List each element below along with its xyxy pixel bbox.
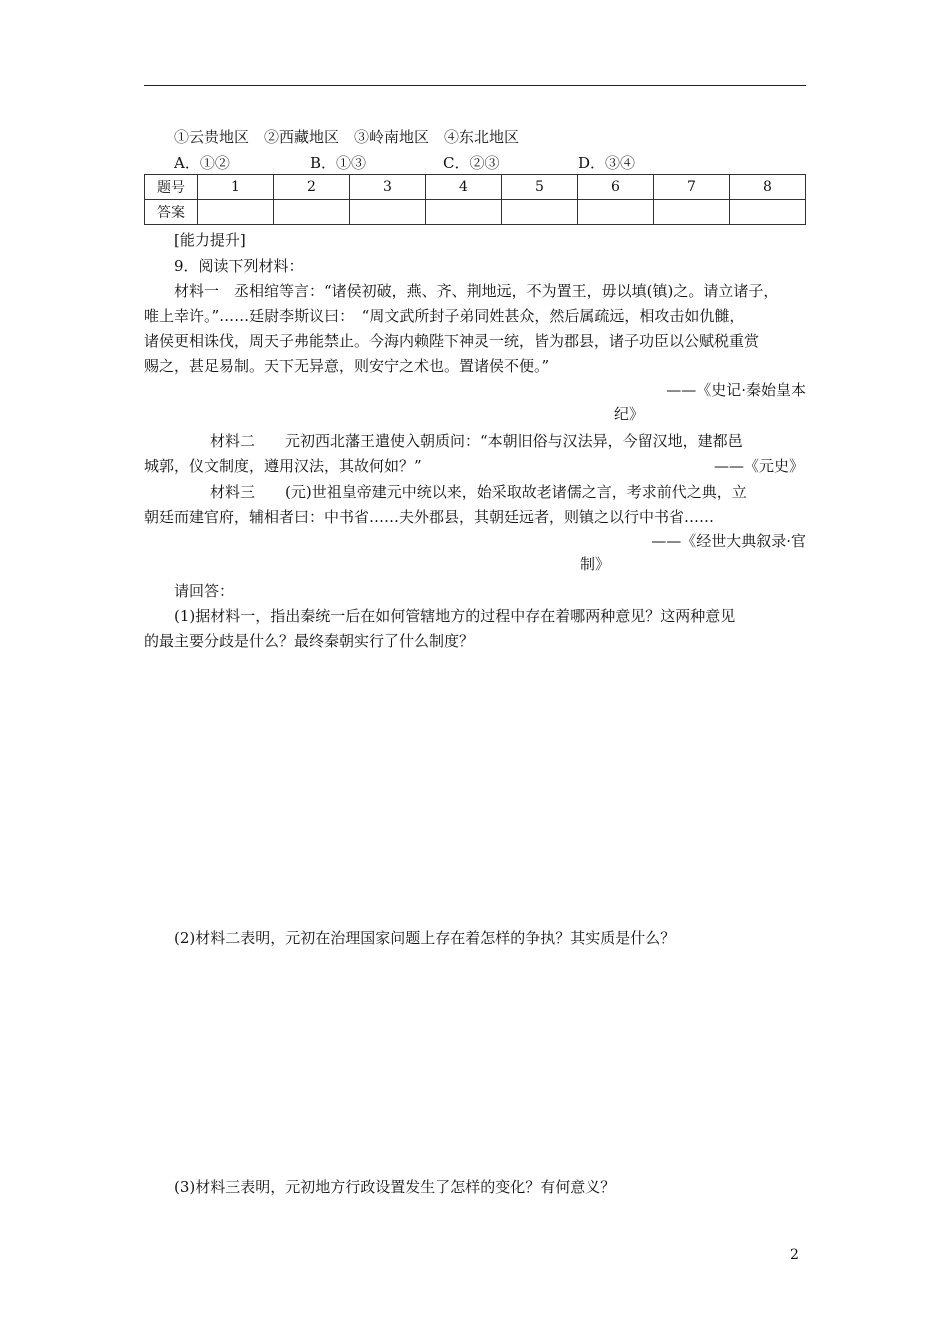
material-1-source: ——《史记·秦始皇本 xyxy=(666,381,806,399)
material-1-line: 赐之，甚足易制。天下无异意，则安宁之术也。置诸侯不便。” xyxy=(144,357,550,375)
material-2-line: 材料二 元初西北藩王遣使入朝质问：“本朝旧俗与汉法异，今留汉地，建都邑 xyxy=(210,432,743,450)
material-1-line: 材料一 丞相绾等言：“诸侯初破，燕、齐、荆地远，不为置王，毋以填(镇)之。请立诸子， xyxy=(174,282,779,300)
answer-cell[interactable] xyxy=(502,200,578,225)
answer-cell[interactable] xyxy=(350,200,426,225)
question-2: (2)材料二表明，元初在治理国家问题上存在着怎样的争执？其实质是什么？ xyxy=(174,929,676,947)
question-1-line: 的最主要分歧是什么？最终秦朝实行了什么制度？ xyxy=(144,632,475,650)
question-number-cell: 3 xyxy=(350,175,426,200)
section-title: [能力提升] xyxy=(174,231,246,249)
choice-d: D．③④ xyxy=(578,154,636,172)
question-number-cell: 2 xyxy=(274,175,350,200)
answer-cell[interactable] xyxy=(274,200,350,225)
question-number-cell: 4 xyxy=(426,175,502,200)
question-number-cell: 6 xyxy=(578,175,654,200)
please-answer: 请回答： xyxy=(174,582,235,600)
material-2-source: ——《元史》 xyxy=(714,457,805,475)
answer-cell[interactable] xyxy=(426,200,502,225)
header-rule xyxy=(144,85,806,86)
choice-c: C．②③ xyxy=(443,154,500,172)
table-row xyxy=(145,200,806,225)
row-label-number: 题号 xyxy=(145,175,198,200)
page-number: 2 xyxy=(790,1247,799,1263)
material-2-line: 城郭，仪文制度，遵用汉法，其故何如？” xyxy=(144,457,422,475)
question-3: (3)材料三表明，元初地方行政设置发生了怎样的变化？有何意义？ xyxy=(174,1178,616,1196)
material-1-source-cont: 纪》 xyxy=(614,405,645,423)
row-label-answer: 答案 xyxy=(145,200,198,225)
material-3-source-cont: 制》 xyxy=(580,555,611,573)
question-number-cell: 5 xyxy=(502,175,578,200)
answer-cell[interactable] xyxy=(730,200,806,225)
material-3-line: 材料三 (元)世祖皇帝建元中统以来，始采取故老诸儒之言，考求前代之典，立 xyxy=(210,483,747,501)
material-3-source: ——《经世大典叙录·官 xyxy=(651,532,806,550)
region-options: ①云贵地区 ②西藏地区 ③岭南地区 ④东北地区 xyxy=(174,128,520,146)
material-3-line: 朝廷而建官府，辅相者曰：中书省……夫外郡县，其朝廷远者，则镇之以行中书省…… xyxy=(144,508,715,526)
choice-b: B．①③ xyxy=(310,154,367,172)
table-row xyxy=(145,175,806,200)
answer-cell[interactable] xyxy=(654,200,730,225)
question-9-intro: 9．阅读下列材料： xyxy=(174,257,304,275)
answer-table xyxy=(144,174,806,225)
material-1-line: 诸侯更相诛伐，周天子弗能禁止。今海内赖陛下神灵一统，皆为郡县，诸子功臣以公赋税重赏 xyxy=(144,332,760,350)
question-1-line: (1)据材料一，指出秦统一后在如何管辖地方的过程中存在着哪两种意见？这两种意见 xyxy=(174,607,736,625)
choice-a: A．①② xyxy=(174,154,230,172)
answer-cell[interactable] xyxy=(198,200,274,225)
material-1-line: 唯上幸许。”……廷尉李斯议曰： “周文武所封子弟同姓甚众，然后属疏远，相攻击如仇雠， xyxy=(144,307,745,325)
question-number-cell: 7 xyxy=(654,175,730,200)
question-number-cell: 8 xyxy=(730,175,806,200)
question-number-cell: 1 xyxy=(198,175,274,200)
answer-cell[interactable] xyxy=(578,200,654,225)
